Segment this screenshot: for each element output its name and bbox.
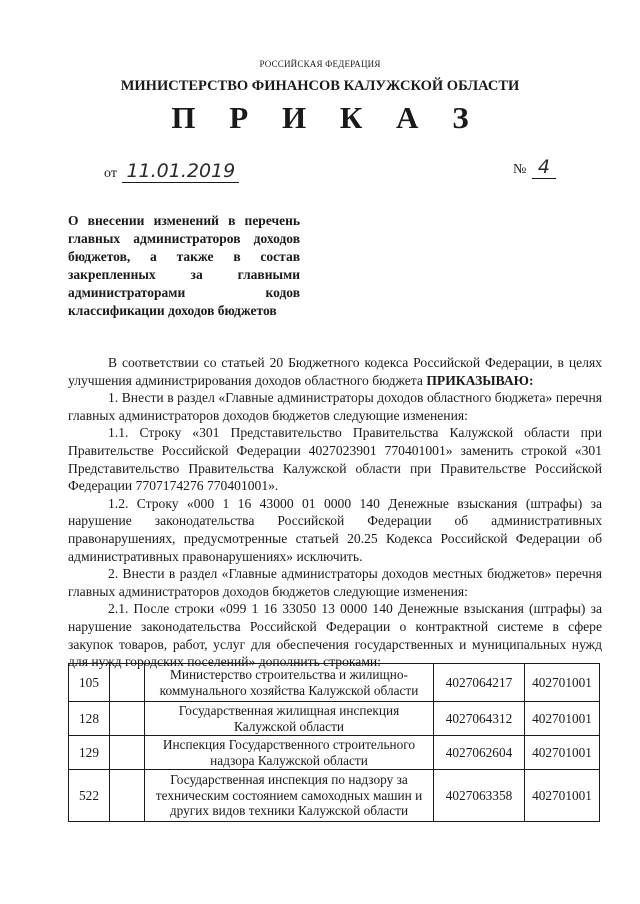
admin-name-cell: Инспекция Государственного строительного надзора Калужской области	[145, 736, 434, 770]
subject-line: О внесении изменений в перечень	[68, 213, 300, 228]
paragraph-item-2-1: 2.1. После строки «099 1 16 33050 13 0000 140 Денежные взыскания (штрафы) за нарушение законодательства Российской Федерации о контрактной системе в сфере закупок товаров, работ, услуг для обеспечения государственных и муниципальных нужд для нужд городских поселений» дополнить строками:	[68, 601, 602, 670]
kpp-cell: 402701001	[525, 702, 600, 736]
table-row	[69, 770, 600, 822]
subject-line: классификации доходов бюджетов	[68, 303, 277, 318]
paragraph-preamble	[68, 354, 602, 389]
order-date-handwritten: 11.01.2019	[122, 160, 239, 183]
paragraph-item-1-2: 1.2. Строку «000 1 16 43000 01 0000 140 Денежные взыскания (штрафы) за нарушение законодательства Российской Федерации об административных правонарушениях, предусмотренные статьей 20.25 Кодекса Российской Федерации об административных правонарушениях» исключить.	[68, 495, 602, 564]
table-row	[69, 664, 600, 702]
inn-cell: 4027064312	[434, 702, 525, 736]
number-prefix: №	[513, 162, 527, 177]
subject-line: главных администраторов доходов	[68, 231, 300, 246]
date-prefix: от	[104, 166, 117, 181]
inn-cell: 4027063358	[434, 770, 525, 822]
preamble-text: В соответствии со статьей 20 Бюджетного кодекса Российской Федерации, в целях улучшения администрирования доходов областного бюджета	[68, 355, 602, 388]
order-number-handwritten: 4	[532, 156, 556, 179]
ministry-header: МИНИСТЕРСТВО ФИНАНСОВ КАЛУЖСКОЙ ОБЛАСТИ	[120, 78, 520, 94]
document-type-title: П Р И К А З	[171, 100, 482, 135]
country-header: РОССИЙСКАЯ ФЕДЕРАЦИЯ	[259, 59, 381, 69]
administrators-table	[68, 663, 600, 822]
kpp-cell: 402701001	[525, 736, 600, 770]
subject-line: бюджетов, а также в состав	[68, 249, 300, 264]
order-subject	[68, 212, 300, 320]
admin-code-cell: 129	[69, 736, 110, 770]
admin-code-cell: 128	[69, 702, 110, 736]
empty-cell	[110, 770, 145, 822]
paragraph-item-1-1: 1.1. Строку «301 Представительство Правительства Калужской области при Правительстве Российской Федерации 4027023901 770401001» заменить строкой «301 Представительство Правительства Калужской области при Правительстве Российской Федерации 7707174276 770401001».	[68, 425, 602, 494]
empty-cell	[110, 702, 145, 736]
admin-name-cell: Государственная инспекция по надзору за техническим состоянием самоходных машин и других видов техники Калужской области	[145, 770, 434, 822]
kpp-cell: 402701001	[525, 770, 600, 822]
admin-name-cell: Государственная жилищная инспекция Калужской области	[145, 702, 434, 736]
order-date-line	[104, 160, 239, 182]
admin-code-cell: 105	[69, 664, 110, 702]
order-keyword: ПРИКАЗЫВАЮ:	[426, 372, 534, 388]
paragraph-item-2: 2. Внести в раздел «Главные администраторы доходов местных бюджетов» перечня главных администраторов доходов бюджетов следующие изменения:	[68, 566, 602, 599]
order-body	[68, 354, 602, 671]
subject-line: администраторами кодов	[68, 285, 300, 300]
inn-cell: 4027062604	[434, 736, 525, 770]
table-row	[69, 702, 600, 736]
table-row	[69, 736, 600, 770]
paragraph-item-1: 1. Внести в раздел «Главные администраторы доходов областного бюджета» перечня главных администраторов доходов бюджетов следующие изменения:	[68, 390, 602, 423]
empty-cell	[110, 664, 145, 702]
admin-code-cell: 522	[69, 770, 110, 822]
empty-cell	[110, 736, 145, 770]
subject-line: закрепленных за главными	[68, 267, 300, 282]
inn-cell: 4027064217	[434, 664, 525, 702]
order-number-line	[513, 156, 556, 178]
admin-name-cell: Министерство строительства и жилищно-коммунального хозяйства Калужской области	[145, 664, 434, 702]
kpp-cell: 402701001	[525, 664, 600, 702]
